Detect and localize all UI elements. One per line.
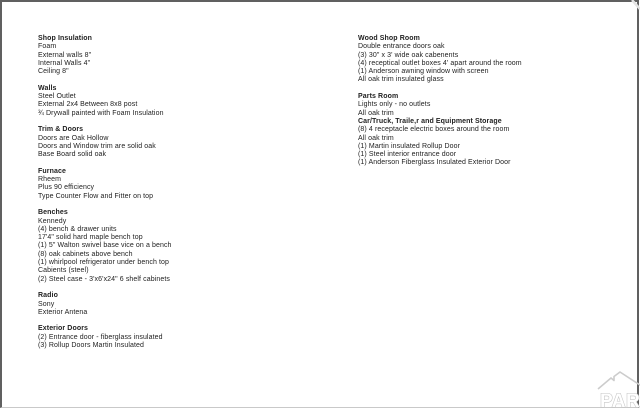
spec-section bbox=[358, 35, 628, 85]
paragon-watermark bbox=[597, 371, 640, 409]
spec-column-right bbox=[358, 35, 628, 168]
spec-line: (1) Martin insulated Rollup Door bbox=[358, 142, 461, 150]
watermark-text: PAR bbox=[600, 391, 640, 409]
spec-line: External walls 8" bbox=[38, 51, 92, 59]
spec-line: (1) Anderson Fiberglass Insulated Exterior Door bbox=[358, 159, 511, 167]
spec-line: (1) Steel interior entrance door bbox=[358, 151, 457, 159]
spec-line: Double entrance doors oak bbox=[358, 43, 445, 51]
spec-section bbox=[38, 209, 288, 284]
spec-section bbox=[38, 126, 288, 159]
spec-line: Exterior Antena bbox=[38, 308, 88, 316]
section-title: Exterior Doors bbox=[38, 325, 89, 333]
spec-line: Plus 90 efficiency bbox=[38, 184, 95, 192]
section-title: Trim & Doors bbox=[38, 126, 84, 134]
spec-line: Ceiling 8" bbox=[38, 68, 69, 76]
spec-line: (1) whirlpool refrigerator under bench top bbox=[38, 259, 170, 267]
spec-line: All oak trim bbox=[358, 134, 394, 142]
spec-line: (3) 30" x 3' wide oak cabenents bbox=[358, 51, 459, 59]
spec-section bbox=[38, 292, 288, 317]
spec-line: 17'4" solid hard maple bench top bbox=[38, 234, 143, 242]
spec-line: ¾ Drywall painted with Foam Insulation bbox=[38, 109, 164, 117]
spec-section bbox=[38, 35, 288, 76]
spec-line: Kennedy bbox=[38, 217, 67, 225]
spec-column-left bbox=[38, 35, 288, 350]
spec-line: (1) 5" Walton swivel base vice on a bench bbox=[38, 242, 172, 250]
spec-section bbox=[38, 325, 288, 350]
spec-line: External 2x4 Between 8x8 post bbox=[38, 101, 138, 109]
section-title: Parts Room bbox=[358, 93, 399, 101]
roof-icon bbox=[598, 372, 640, 389]
spec-line: All oak trim bbox=[358, 109, 394, 117]
spec-section bbox=[358, 93, 628, 118]
spec-section bbox=[38, 168, 288, 201]
spec-line: Doors are Oak Hollow bbox=[38, 134, 109, 142]
spec-line: (2) Entrance door - fiberglass insulated bbox=[38, 333, 163, 341]
spec-line: Internal Walls 4" bbox=[38, 59, 91, 67]
spec-line: Doors and Window trim are solid oak bbox=[38, 142, 156, 150]
spec-section bbox=[38, 85, 288, 118]
spec-line: (3) Rollup Doors Martin Insulated bbox=[38, 341, 145, 349]
spec-line: (1) Anderson awning window with screen bbox=[358, 68, 489, 76]
spec-line: (4) bench & drawer units bbox=[38, 225, 117, 233]
spec-line: (8) 4 receptacle electric boxes around the room bbox=[358, 126, 510, 134]
corner-watermark-mark bbox=[624, 0, 640, 16]
spec-line: Type Counter Flow and Fitter on top bbox=[38, 192, 154, 200]
section-title: Wood Shop Room bbox=[358, 35, 420, 42]
section-title: Car/Truck, Traile,r and Equipment Storage bbox=[358, 117, 502, 125]
section-title: Shop Insulation bbox=[38, 35, 92, 42]
spec-line: (2) Steel case - 3'x6'x24" 6 shelf cabinets bbox=[38, 275, 171, 283]
section-title: Benches bbox=[38, 209, 68, 217]
spec-line: (4) receptical outlet boxes 4' apart around the room bbox=[358, 59, 522, 67]
spec-line: Rheem bbox=[38, 176, 62, 184]
spec-line: (8) oak cabinets above bench bbox=[38, 250, 133, 258]
spec-section bbox=[358, 118, 628, 168]
spec-line: Steel Outlet bbox=[38, 93, 76, 101]
spec-line: Lights only - no outlets bbox=[358, 101, 431, 109]
section-title: Furnace bbox=[38, 167, 66, 175]
spec-line: Cabients (steel) bbox=[38, 267, 89, 275]
spec-line: Foam bbox=[38, 43, 57, 51]
section-title: Radio bbox=[38, 292, 58, 300]
spec-line: All oak trim insulated glass bbox=[358, 76, 444, 84]
section-title: Walls bbox=[38, 84, 57, 92]
spec-line: Base Board solid oak bbox=[38, 151, 107, 159]
spec-line: Sony bbox=[38, 300, 55, 308]
